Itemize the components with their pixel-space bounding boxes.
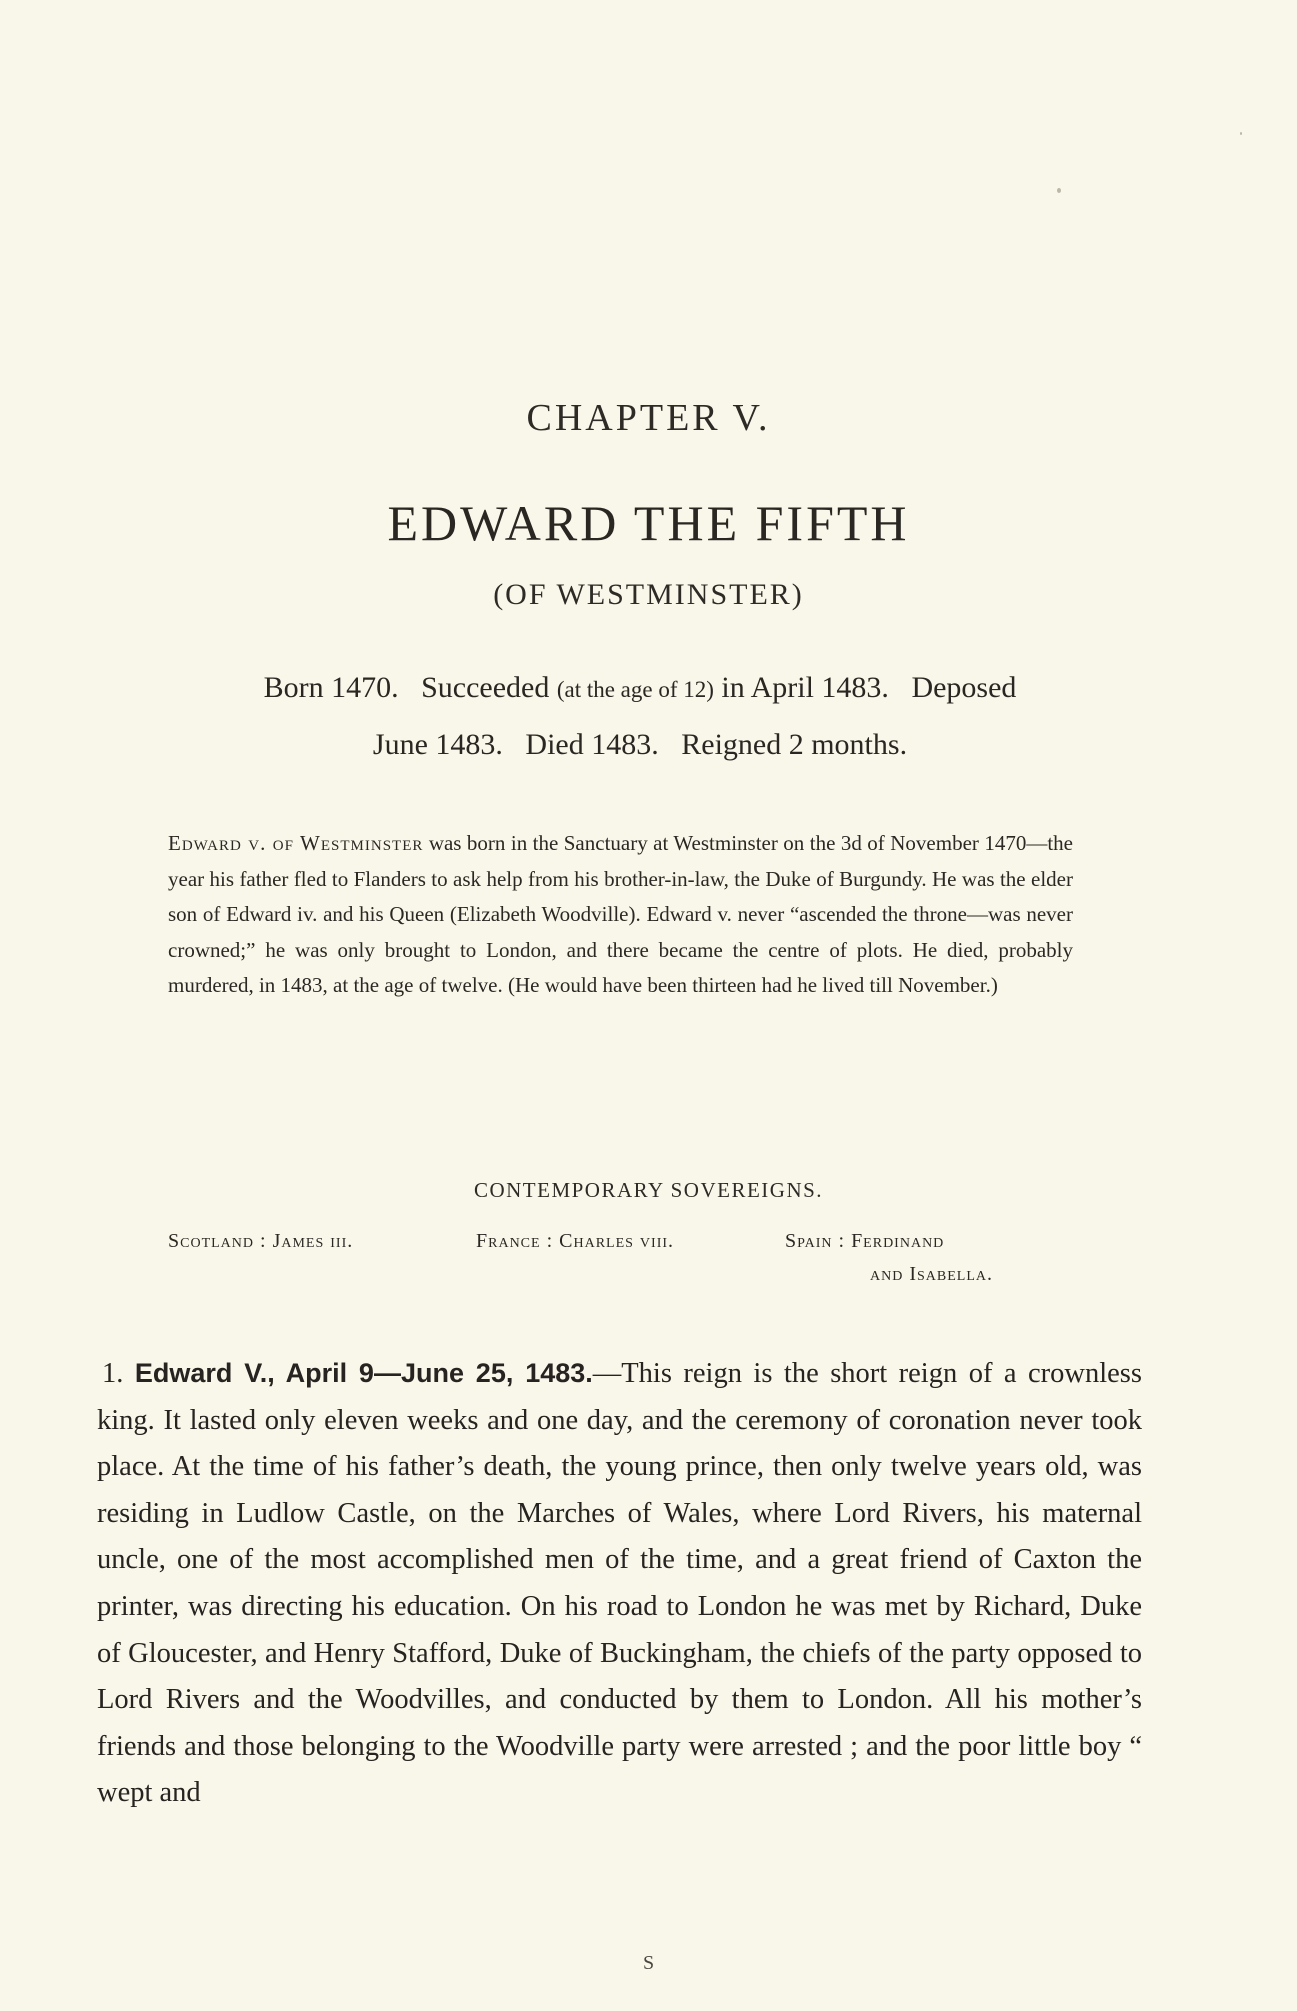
page-speck — [1057, 188, 1061, 193]
paragraph-lead: Edward V., April 9—June 25, 1483. — [134, 1358, 593, 1388]
deposed-date: June 1483. — [372, 728, 503, 761]
sovereign-spain-line2: and Isabella. — [870, 1263, 993, 1285]
contemporary-sovereigns-heading: CONTEMPORARY SOVEREIGNS. — [473, 1178, 824, 1202]
sovereign-scotland: Scotland : James iii. — [168, 1230, 354, 1252]
age-note: (at the age of 12) — [556, 677, 714, 702]
chapter-title: EDWARD THE FIFTH — [387, 495, 910, 551]
born-text: Born 1470. — [263, 671, 399, 704]
reign-dates — [160, 660, 1120, 772]
sovereign-france: France : Charles viii. — [476, 1230, 675, 1252]
chapter-heading: CHAPTER V. — [526, 397, 771, 439]
succeeded-text: Succeeded — [421, 671, 550, 704]
summary-paragraph — [168, 826, 1073, 1004]
signature-mark: S — [642, 1952, 655, 1974]
died-text: Died 1483. — [525, 728, 659, 761]
reigned-text: Reigned 2 months. — [681, 728, 908, 761]
deposed-text: Deposed — [911, 671, 1017, 704]
page-speck — [1240, 132, 1242, 135]
succeeded-date: in April 1483. — [721, 671, 889, 704]
paragraph-1 — [97, 1350, 1142, 1817]
chapter-subtitle: (OF WESTMINSTER) — [493, 578, 804, 611]
sovereign-spain-line1: Spain : Ferdinand — [785, 1230, 945, 1252]
paragraph-number: 1. — [102, 1358, 124, 1389]
sovereign-spain — [785, 1230, 1085, 1286]
summary-text: was born in the Sanctuary at Westminster on the 3d of November 1470—the year his father fled to Flanders to ask help from his brother-in-law, the Duke of Burgundy. He was the elder son of Edward iv. and his Queen (Elizabeth Woodville). Edward v. never “ascended the throne—was never crowned;” he was only brought to London, and there became the centre of plots. He died, probably murdered, in 1483, at the age of twelve. (He would have been thirteen had he lived till November.) — [168, 831, 1073, 997]
main-text — [97, 1350, 1142, 1817]
paragraph-text: —This reign is the short reign of a crownless king. It lasted only eleven weeks and one day, and the ceremony of coronation never took place. At the time of his father’s death, the young prince, then only twelve years old, was residing in Ludlow Castle, on the Marches of Wales, where Lord Rivers, his maternal uncle, one of the most accomplished men of the time, and a great friend of Caxton the printer, was directing his education. On his road to London he was met by Richard, Duke of Gloucester, and Henry Stafford, Duke of Buckingham, the chiefs of the party opposed to Lord Rivers and the Woodvilles, and conducted by them to London. All his mother’s friends and those belonging to the Woodville party were arrested ; and the poor little boy “ wept and — [97, 1358, 1142, 1809]
summary-lead: Edward v. of Westminster — [168, 831, 424, 855]
